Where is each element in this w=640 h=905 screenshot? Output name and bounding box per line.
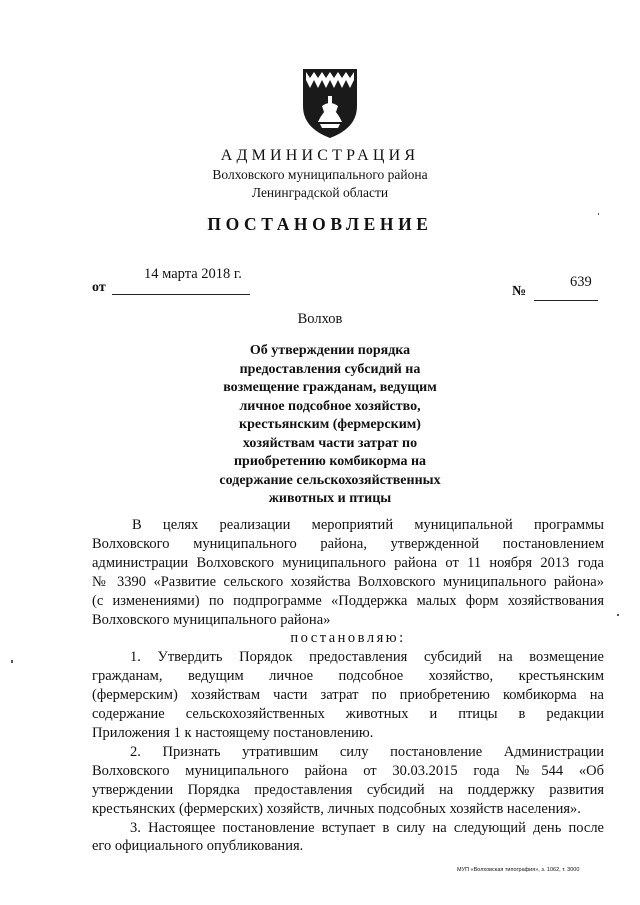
date-number-row: [92, 266, 597, 306]
date-prefix-label: от: [92, 280, 106, 295]
subject-line: приобретению комбикорма на: [233, 454, 427, 469]
number-underline: [534, 300, 598, 301]
body-line: крестьянских (фермерских) хозяйств, личных подсобных хозяйств населения».: [92, 800, 581, 817]
body-line: № 3390 «Развитие сельского хозяйства Волховского муниципального района»: [92, 573, 604, 590]
item-2-paragraph: [92, 743, 604, 819]
body-line: (фермерским) хозяйствам части затрат по приобретению комбикорма на: [92, 687, 604, 704]
document-number: 639: [570, 274, 592, 290]
body-line: администрации Волховского муниципального района от 11 ноября 2013 года: [92, 554, 604, 571]
subject-line: содержание сельскохозяйственных: [219, 472, 441, 488]
body-line: гражданам, ведущим личное подсобное хозяйство, крестьянским: [92, 668, 604, 685]
printer-imprint: МУП «Волховская типография», з. 1062, т. 3000: [457, 867, 580, 873]
document-date: 14 марта 2018 г.: [144, 266, 242, 282]
subject-line: Об утверждении порядка: [249, 343, 411, 358]
scan-speck: [11, 660, 13, 663]
document-body: [92, 516, 604, 856]
body-line: Волховского муниципального района от 30.03.2015 года №544 «Об: [92, 762, 604, 779]
body-line: 3. Настоящее постановление вступает в силу на следующий день после: [130, 819, 604, 836]
city-name: Волхов: [297, 311, 343, 327]
subject-line: предоставления субсидий на: [239, 361, 421, 377]
body-line: Волховского муниципального района, утвержденной постановлением: [92, 535, 604, 552]
subject-line: крестьянским (фермерским): [239, 417, 421, 432]
org-title: АДМИНИСТРАЦИЯ: [220, 147, 420, 164]
body-line: содержание сельскохозяйственных животных и птицы в редакции: [92, 706, 604, 723]
org-district-line: Волховского муниципального района: [212, 167, 428, 182]
body-line: его официального опубликования.: [92, 838, 304, 855]
item-3-paragraph: [92, 819, 604, 857]
decree-word: постановляю:: [290, 630, 406, 647]
body-line: 2. Признать утратившим силу постановление Администрации: [130, 743, 604, 760]
body-line: утверждении Порядка предоставления субсидий на поддержку развития: [92, 781, 604, 798]
subject-line: животных и птицы: [268, 491, 392, 506]
scan-speck: [598, 213, 599, 215]
body-line: Волховского муниципального района»: [92, 611, 331, 628]
subject-line: хозяйствам части затрат по: [242, 435, 418, 451]
org-region-line: Ленинградской области: [251, 185, 389, 200]
subject-line: возмещение гражданам, ведущим: [223, 380, 437, 395]
preamble-paragraph: [92, 516, 604, 629]
subject-line: личное подсобное хозяйство,: [239, 398, 421, 414]
body-line: 1. Утвердить Порядок предоставления субсидий на возмещение: [130, 649, 604, 666]
body-line: В целях реализации мероприятий муниципальной программы: [132, 517, 604, 533]
item-1-paragraph: [92, 648, 604, 743]
document-type-heading: ПОСТАНОВЛЕНИЕ: [207, 214, 433, 234]
body-line: (с изменениями) по подпрограмме «Поддержка малых форм хозяйствования: [92, 592, 604, 609]
date-underline: [112, 294, 250, 295]
body-line: Приложения 1 к настоящему постановлению.: [92, 724, 374, 741]
coat-of-arms-icon: [300, 66, 360, 140]
number-label: №: [512, 284, 527, 299]
scan-speck: [617, 614, 619, 616]
document-subject: [180, 342, 480, 509]
